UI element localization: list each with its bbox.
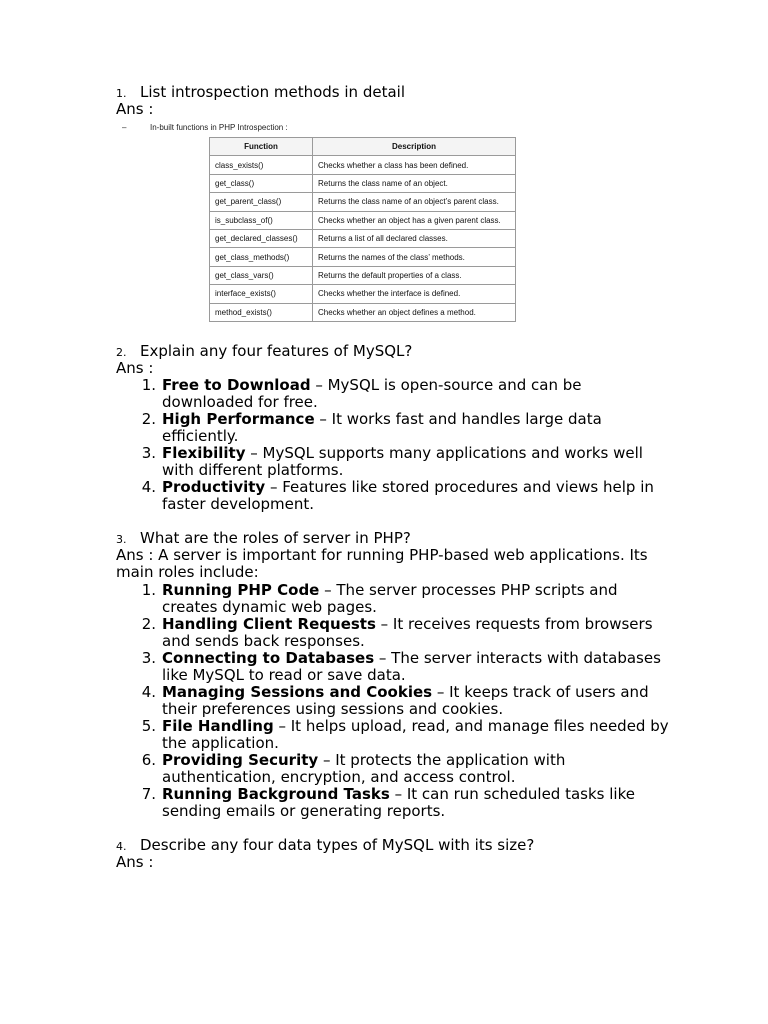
- list-item-title: Running PHP Code: [162, 581, 320, 599]
- question-2: [116, 343, 412, 361]
- table-row: [210, 303, 516, 321]
- answer-1-label: Ans :: [116, 100, 154, 118]
- list-item-number: 2.: [141, 410, 156, 428]
- answer-4-label: Ans :: [116, 853, 154, 871]
- list-item-title: Running Background Tasks: [162, 785, 390, 803]
- list-item-number: 3.: [141, 649, 156, 667]
- list-item: [116, 411, 676, 445]
- introspection-table: [209, 137, 516, 322]
- table-row: [210, 156, 516, 174]
- list-item-title: Providing Security: [162, 751, 319, 769]
- table-cell-function: method_exists(): [210, 303, 313, 321]
- question-2-text: Explain any four features of MySQL?: [140, 342, 413, 360]
- intro-text: In-built functions in PHP Introspection :: [150, 123, 288, 132]
- list-item-text: – MySQL is open-source and can be downloaded for free.: [162, 376, 582, 411]
- question-1: [116, 84, 405, 102]
- list-item-text: – It helps upload, read, and manage files needed by the application.: [162, 717, 669, 752]
- list-item-number: 4.: [141, 478, 156, 496]
- table-cell-function: get_class_vars(): [210, 266, 313, 284]
- question-1-number: 1.: [116, 87, 127, 100]
- list-item-text: – It keeps track of users and their preferences using sessions and cookies.: [162, 683, 649, 718]
- answer-2-label: Ans :: [116, 359, 154, 377]
- list-item-number: 5.: [141, 717, 156, 735]
- list-item: [116, 582, 676, 616]
- list-item-text: – It can run scheduled tasks like sending emails or generating reports.: [162, 785, 635, 820]
- list-item-title: Flexibility: [162, 444, 246, 462]
- intro-dash: –: [122, 123, 127, 132]
- table-cell-description: Checks whether a class has been defined.: [313, 156, 516, 174]
- list-item: [116, 445, 676, 479]
- list-item-number: 1.: [141, 376, 156, 394]
- table-header-function: Function: [210, 138, 313, 156]
- table-cell-function: get_class(): [210, 174, 313, 192]
- list-item-number: 6.: [141, 751, 156, 769]
- list-item: [116, 718, 676, 752]
- list-item: [116, 650, 676, 684]
- table-cell-function: is_subclass_of(): [210, 211, 313, 229]
- table-row: [210, 248, 516, 266]
- list-item-text: – Features like stored procedures and views help in faster development.: [162, 478, 654, 513]
- table-row: [210, 229, 516, 247]
- list-item-text: – The server interacts with databases like MySQL to read or save data.: [162, 649, 661, 684]
- table-cell-description: Returns the default properties of a class.: [313, 266, 516, 284]
- table-cell-function: class_exists(): [210, 156, 313, 174]
- list-item: [116, 752, 676, 786]
- table-header-description: Description: [313, 138, 516, 156]
- list-item-text: – MySQL supports many applications and works well with different platforms.: [162, 444, 643, 479]
- table-row: [210, 211, 516, 229]
- list-item-text: – It works fast and handles large data efficiently.: [162, 410, 602, 445]
- table-cell-description: Checks whether an object defines a method.: [313, 303, 516, 321]
- list-item-number: 7.: [141, 785, 156, 803]
- table-row: [210, 285, 516, 303]
- list-item: [116, 479, 676, 513]
- list-item-number: 2.: [141, 615, 156, 633]
- question-1-text: List introspection methods in detail: [140, 83, 405, 101]
- table-row: [210, 174, 516, 192]
- table-cell-function: get_declared_classes(): [210, 229, 313, 247]
- table-cell-description: Returns a list of all declared classes.: [313, 229, 516, 247]
- table-cell-description: Returns the class name of an object’s parent class.: [313, 193, 516, 211]
- list-item: [116, 786, 676, 820]
- question-4-text: Describe any four data types of MySQL with its size?: [140, 836, 535, 854]
- table-cell-function: get_parent_class(): [210, 193, 313, 211]
- list-item-title: Free to Download: [162, 376, 311, 394]
- question-3-text: What are the roles of server in PHP?: [140, 529, 411, 547]
- table-header-row: [210, 138, 516, 156]
- answer-3-text: Ans : A server is important for running PHP-based web applications. Its main roles include:: [116, 546, 648, 581]
- list-item-number: 1.: [141, 581, 156, 599]
- server-roles-list: [116, 582, 676, 820]
- list-item: [116, 616, 676, 650]
- list-item-title: Productivity: [162, 478, 266, 496]
- list-item-title: Managing Sessions and Cookies: [162, 683, 433, 701]
- list-item-title: File Handling: [162, 717, 274, 735]
- list-item: [116, 377, 676, 411]
- list-item-title: Handling Client Requests: [162, 615, 376, 633]
- mysql-features-list: [116, 377, 676, 513]
- list-item-number: 4.: [141, 683, 156, 701]
- table-cell-description: Checks whether an object has a given parent class.: [313, 211, 516, 229]
- table-cell-description: Returns the names of the class’ methods.: [313, 248, 516, 266]
- list-item-text: – It protects the application with authentication, encryption, and access control.: [162, 751, 566, 786]
- table-cell-function: interface_exists(): [210, 285, 313, 303]
- question-2-number: 2.: [116, 346, 127, 359]
- table-cell-function: get_class_methods(): [210, 248, 313, 266]
- question-4-number: 4.: [116, 840, 127, 853]
- introspection-intro: [116, 123, 288, 133]
- list-item-text: – It receives requests from browsers and sends back responses.: [162, 615, 653, 650]
- list-item: [116, 684, 676, 718]
- table-cell-description: Returns the class name of an object.: [313, 174, 516, 192]
- list-item-title: High Performance: [162, 410, 315, 428]
- question-3-number: 3.: [116, 533, 127, 546]
- table-row: [210, 193, 516, 211]
- list-item-title: Connecting to Databases: [162, 649, 375, 667]
- table-row: [210, 266, 516, 284]
- question-4: [116, 837, 534, 855]
- list-item-text: – The server processes PHP scripts and creates dynamic web pages.: [162, 581, 618, 616]
- list-item-number: 3.: [141, 444, 156, 462]
- table-cell-description: Checks whether the interface is defined.: [313, 285, 516, 303]
